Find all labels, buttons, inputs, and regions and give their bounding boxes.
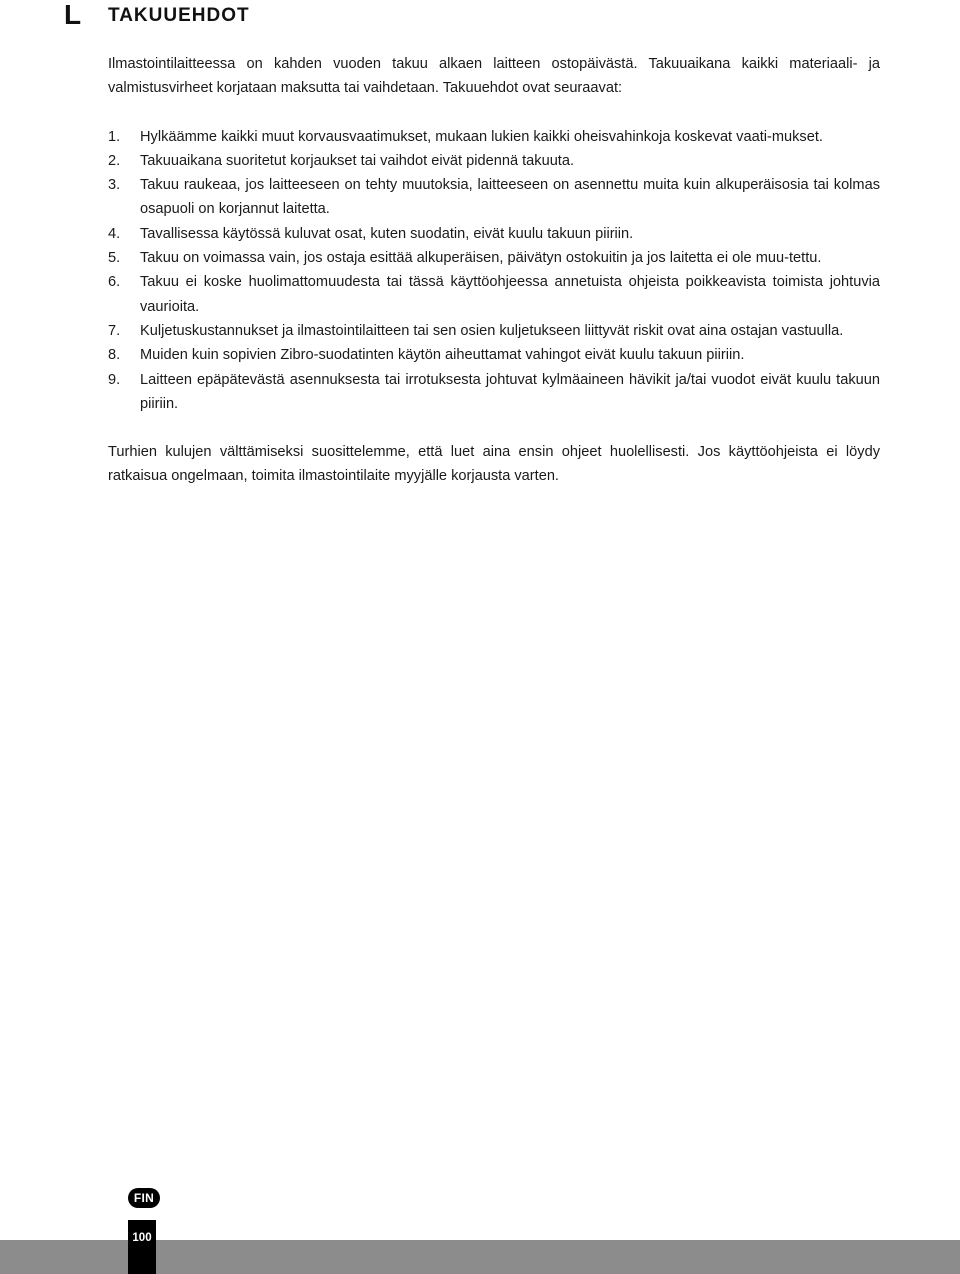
list-item-number: 2. (108, 152, 121, 169)
list-item-text: Muiden kuin sopivien Zibro-suodatinten käytön aiheuttamat vahingot eivät kuulu takuun piiriin. (140, 347, 745, 364)
list-item-text: Kuljetuskustannukset ja ilmastointilaitteen tai sen osien kuljetukseen liittyvät riskit ovat aina ostajan vastuulla. (140, 322, 844, 339)
list-item (108, 343, 880, 367)
list-item-number: 3. (108, 177, 121, 194)
list-item-text: Hylkäämme kaikki muut korvausvaatimukset, mukaan lukien kaikki oheisvahinkoja koskevat vaati-mukset. (140, 128, 823, 145)
list-item-text: Takuu on voimassa vain, jos ostaja esittää alkuperäisen, päivätyn ostokuitin ja jos laitetta ei ole muu-tettu. (140, 250, 822, 267)
intro-paragraph: Ilmastointilaitteessa on kahden vuoden takuu alkaen laitteen ostopäivästä. Takuuaikana kaikki materiaali- ja valmistusvirheet korjataan maksutta tai vaihdetaan. Takuuehdot ovat seuraavat: (108, 56, 880, 97)
list-item-text: Takuu raukeaa, jos laitteeseen on tehty muutoksia, laitteeseen on asennettu muita kuin alkuperäisosia tai kolmas osapuoli on korjannut laitetta. (140, 177, 880, 218)
list-item-text: Laitteen epäpätevästä asennuksesta tai irrotuksesta johtuvat kylmäaineen hävikit ja/tai vuodot eivät kuulu takuun piiriin. (140, 371, 880, 412)
list-item (108, 368, 880, 417)
list-item-number: 4. (108, 225, 121, 242)
language-badge: FIN (128, 1188, 160, 1208)
list-item (108, 246, 880, 270)
list-item (108, 149, 880, 173)
warranty-terms-list (108, 125, 880, 417)
page-title: TAKUUEHDOT (108, 5, 250, 26)
list-item-number: 6. (108, 274, 121, 291)
list-item (108, 125, 880, 149)
list-item-number: 8. (108, 347, 121, 364)
list-item-number: 9. (108, 371, 121, 388)
list-item (108, 270, 880, 319)
list-item-number: 1. (108, 128, 121, 145)
list-item-number: 7. (108, 322, 121, 339)
section-letter: L (64, 0, 82, 30)
closing-paragraph: Turhien kulujen välttämiseksi suosittelemme, että luet aina ensin ohjeet huolellisesti. Jos käyttöohjeista ei löydy ratkaisua ongelmaan, toimita ilmastointilaite myyjälle korjausta varten. (108, 444, 880, 485)
list-item-text: Takuuaikana suoritetut korjaukset tai vaihdot eivät pidennä takuuta. (140, 152, 575, 169)
list-item-text: Takuu ei koske huolimattomuudesta tai tässä käyttöohjeessa annetuista ohjeista poikkeavista toimista johtuvia vaurioita. (140, 274, 880, 315)
list-item (108, 173, 880, 222)
list-item (108, 222, 880, 246)
list-item (108, 319, 880, 343)
list-item-number: 5. (108, 250, 121, 267)
page-number: 100 (128, 1220, 156, 1274)
list-item-text: Tavallisessa käytössä kuluvat osat, kuten suodatin, eivät kuulu takuun piiriin. (140, 225, 634, 242)
warranty-content (108, 52, 880, 489)
